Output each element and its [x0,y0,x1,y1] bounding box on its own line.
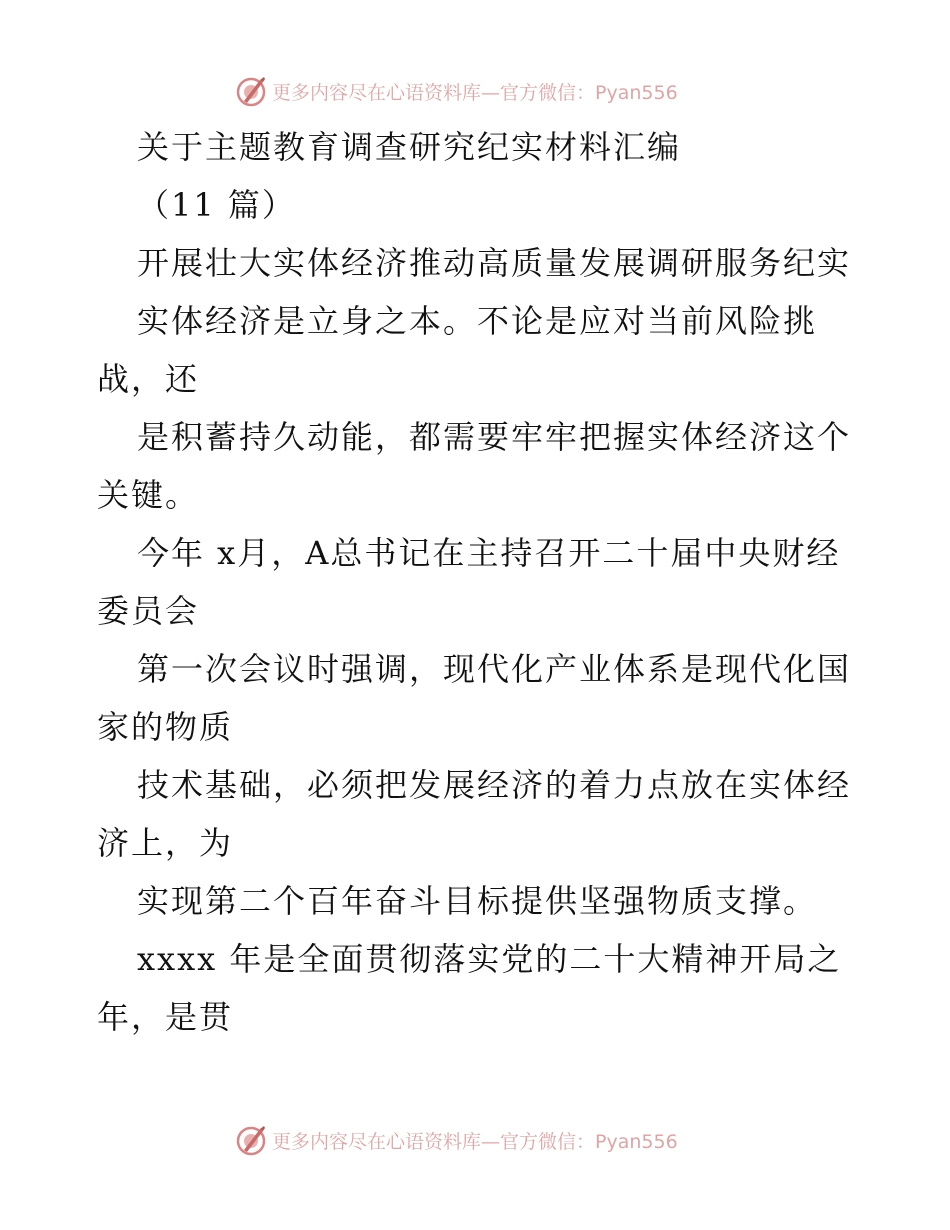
pen-seal-logo-icon [234,74,268,108]
body-line: 第一次会议时强调，现代化产业体系是现代化国 [137,650,852,688]
body-line: 实体经济是立身之本。不论是应对当前风险挑 [137,302,818,340]
body-line: 年，是贯 [97,998,234,1036]
document-title: 关于主题教育调查研究纪实材料汇编 [137,128,682,166]
body-line: 济上，为 [97,824,234,862]
body-line: 家的物质 [97,708,234,746]
body-line: 今年 x月，A总书记在主持召开二十届中央财经 [137,534,841,572]
footer-watermark [234,1121,754,1159]
document-subtitle: （11 篇） [137,186,296,224]
header-watermark [234,72,754,110]
watermark-text: 更多内容尽在心语资料库—官方微信：Pyan556 [272,81,678,104]
body-line: 技术基础，必须把发展经济的着力点放在实体经 [137,766,852,804]
body-line: 实现第二个百年奋斗目标提供坚强物质支撑。 [137,882,818,920]
pen-seal-logo-icon [234,1123,268,1157]
body-line: 关键。 [97,476,200,514]
body-line: 委员会 [97,592,200,630]
body-line: xxxx 年是全面贯彻落实党的二十大精神开局之 [137,940,842,978]
body-line: 是积蓄持久动能，都需要牢牢把握实体经济这个 [137,418,852,456]
section-heading: 开展壮大实体经济推动高质量发展调研服务纪实 [137,244,852,282]
body-line: 战，还 [97,360,200,398]
watermark-text: 更多内容尽在心语资料库—官方微信：Pyan556 [272,1130,678,1153]
